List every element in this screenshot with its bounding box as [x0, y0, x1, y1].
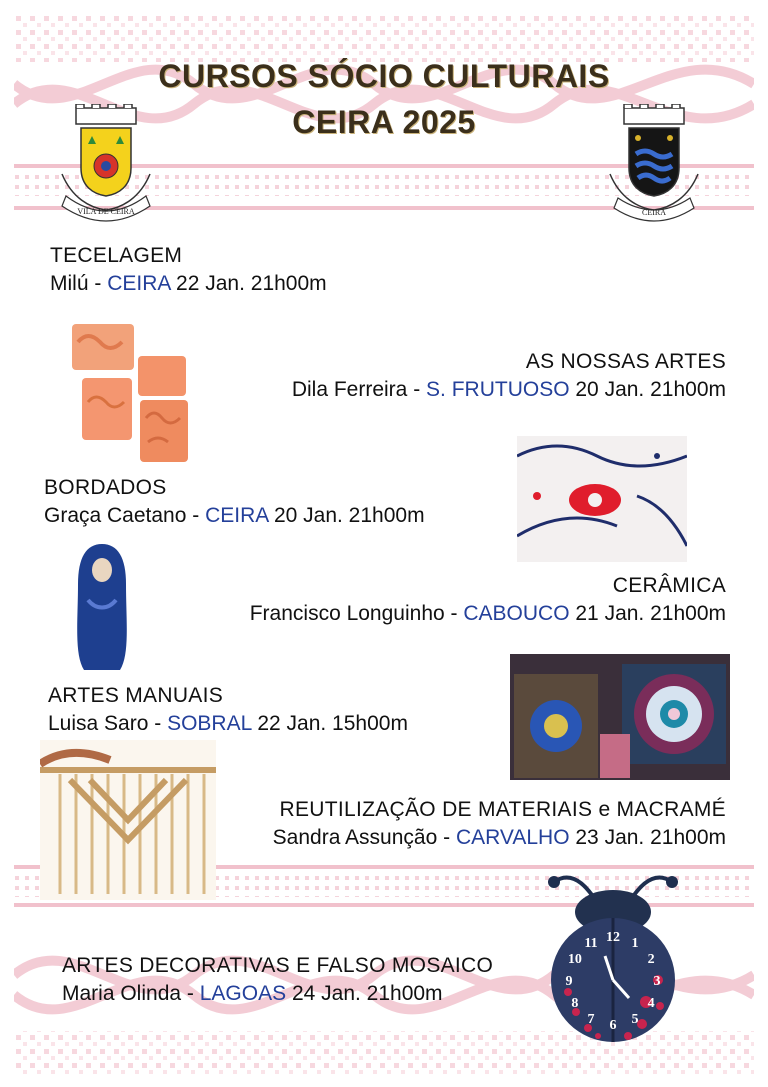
- location: CARVALHO: [455, 826, 570, 849]
- ceira-crest-icon: [604, 104, 704, 224]
- ceramic-figure-photo: [74, 540, 130, 676]
- separator: -: [148, 712, 168, 735]
- location: LAGOAS: [199, 982, 287, 1005]
- macrame-photo: [40, 740, 216, 900]
- crest-left-label: VILA DE CEIRA: [77, 207, 135, 216]
- instructor-name: Sandra Assunção: [272, 826, 438, 849]
- poster-title: CURSOS SÓCIO CULTURAIS: [158, 58, 610, 94]
- instructor-name: Francisco Longuinho: [249, 602, 445, 625]
- course-details-bordados: [44, 504, 425, 528]
- location: CEIRA: [107, 272, 171, 295]
- course-title-tecelagem: TECELAGEM: [50, 244, 183, 267]
- course-details-as-nossas-artes: [292, 378, 726, 402]
- date-time: 24 Jan. 21h00m: [286, 982, 443, 1005]
- vila-de-ceira-crest-icon: [56, 104, 156, 224]
- clock-numeral: 3: [653, 974, 661, 989]
- course-title-artes-manuais: ARTES MANUAIS: [48, 684, 224, 707]
- date-time: 20 Jan. 21h00m: [569, 378, 726, 401]
- date-time: 23 Jan. 21h00m: [569, 826, 726, 849]
- location: CABOUCO: [463, 602, 570, 625]
- date-time: 20 Jan. 21h00m: [268, 504, 425, 527]
- clock-numeral: 8: [571, 996, 579, 1011]
- instructor-name: Dila Ferreira: [291, 378, 408, 401]
- separator: -: [181, 982, 200, 1005]
- course-title-ceramica: CERÂMICA: [612, 574, 726, 597]
- date-time: 22 Jan. 21h00m: [170, 272, 327, 295]
- clock-numeral: 12: [606, 930, 620, 945]
- course-title-bordados: BORDADOS: [44, 476, 167, 499]
- date-time: 21 Jan. 21h00m: [569, 602, 726, 625]
- instructor-name: Milú: [50, 272, 89, 295]
- clock-numeral: 1: [631, 935, 639, 951]
- separator: -: [186, 504, 206, 527]
- clock-numeral: 4: [647, 996, 655, 1011]
- course-details-reutilizacao-macrame: [273, 826, 726, 850]
- clock-numeral: 2: [647, 952, 655, 967]
- location: S. FRUTUOSO: [426, 378, 570, 401]
- mosaic-tiles-photo: [510, 654, 730, 780]
- clock-numeral: 7: [587, 1012, 595, 1028]
- location: CEIRA: [205, 504, 269, 527]
- course-details-tecelagem: [50, 272, 327, 296]
- soap-crafts-photo: [68, 322, 190, 468]
- course-title-as-nossas-artes: AS NOSSAS ARTES: [525, 350, 726, 373]
- separator: -: [88, 272, 108, 295]
- location: SOBRAL: [167, 712, 252, 735]
- course-details-ceramica: [250, 602, 726, 626]
- course-title-artes-decorativas: ARTES DECORATIVAS E FALSO MOSAICO: [62, 954, 494, 977]
- poster-subtitle: CEIRA 2025: [292, 104, 476, 140]
- date-time: 22 Jan. 15h00m: [251, 712, 408, 735]
- clock-numeral: 9: [565, 974, 573, 989]
- course-details-artes-manuais: [48, 712, 408, 736]
- clock-numeral: 11: [584, 935, 598, 951]
- crest-right-label: CEIRA: [642, 208, 666, 217]
- clock-numeral: 6: [609, 1018, 617, 1033]
- clock-numeral: 10: [567, 952, 582, 967]
- instructor-name: Luisa Saro: [48, 712, 149, 735]
- course-title-reutilizacao-macrame: REUTILIZAÇÃO DE MATERIAIS e MACRAMÉ: [279, 798, 726, 821]
- separator: -: [437, 826, 456, 849]
- instructor-name: Maria Olinda: [62, 982, 182, 1005]
- clock-numeral: 5: [631, 1012, 639, 1028]
- separator: -: [407, 378, 427, 401]
- embroidery-photo: [517, 436, 687, 562]
- ladybug-clock-photo: [548, 872, 678, 1044]
- separator: -: [444, 602, 464, 625]
- instructor-name: Graça Caetano: [44, 504, 187, 527]
- course-details-artes-decorativas: [62, 982, 443, 1006]
